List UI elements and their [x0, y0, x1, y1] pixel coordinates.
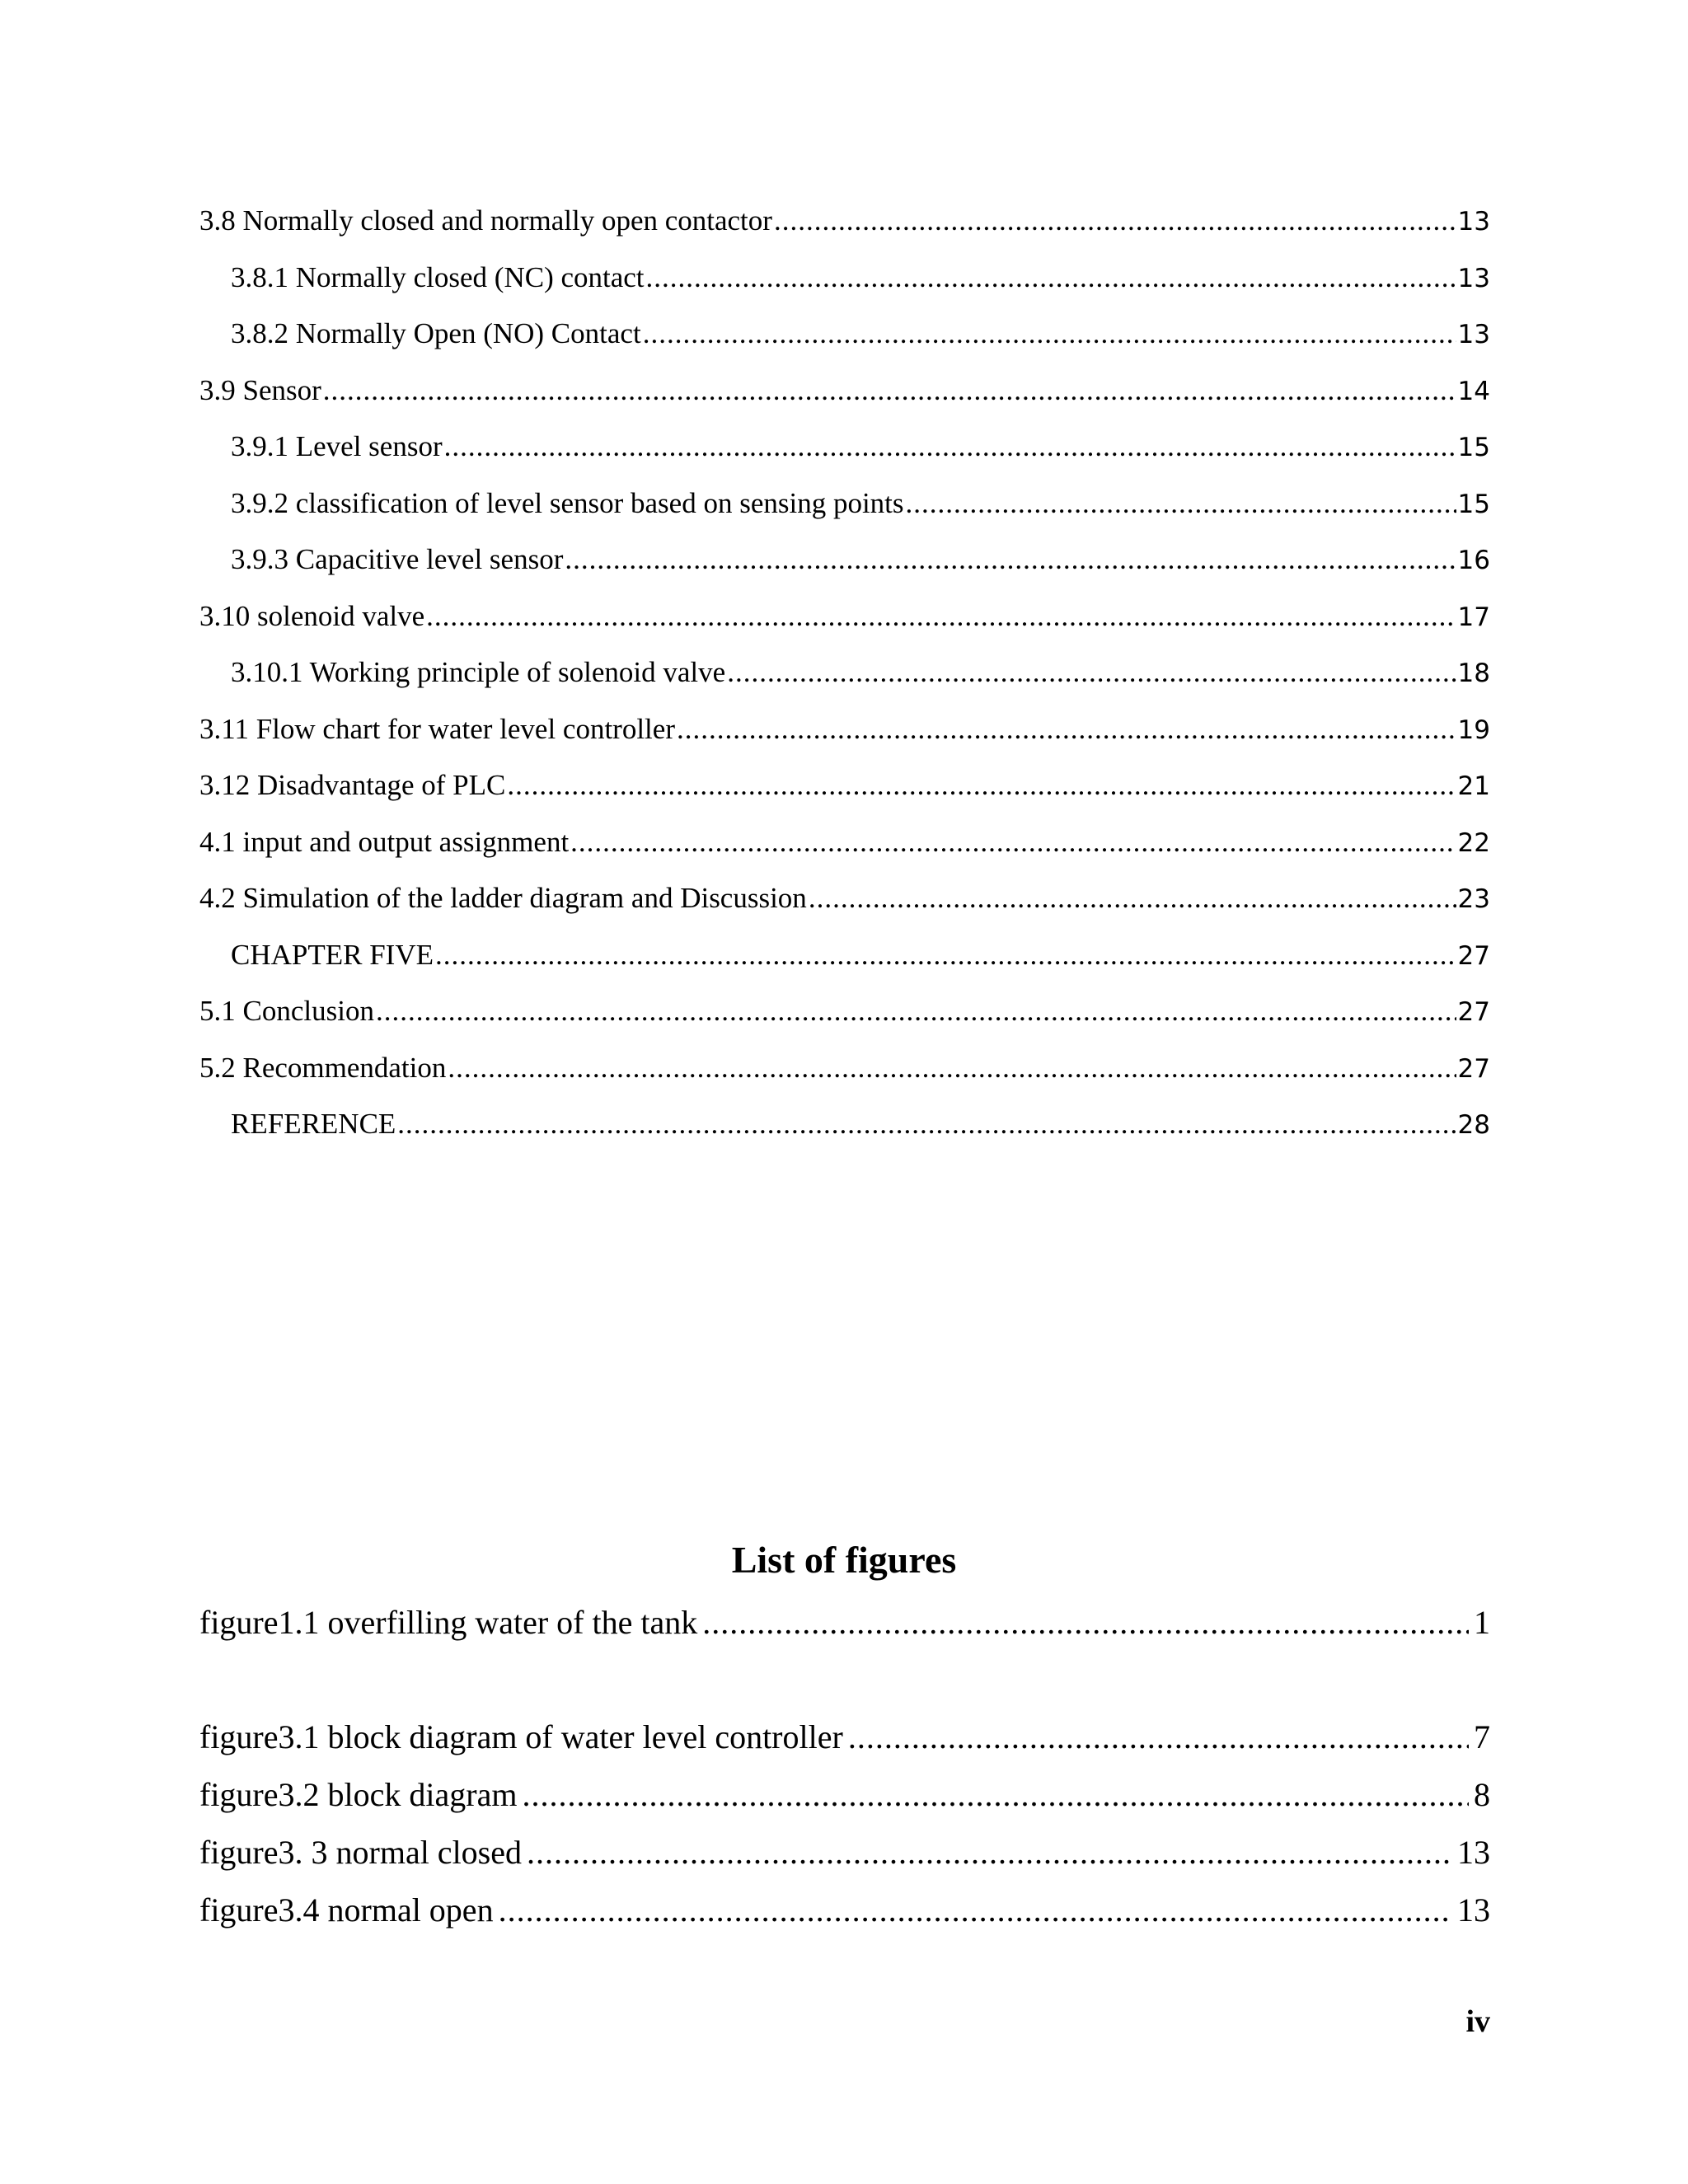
toc-entry-page: 23: [1457, 884, 1490, 914]
toc-entry[interactable]: [199, 1040, 1490, 1097]
toc-entry[interactable]: [199, 644, 1490, 701]
toc-entry-page: 28: [1457, 1110, 1490, 1140]
dot-leader: [809, 870, 1456, 927]
list-of-figures-heading: List of figures: [731, 1539, 957, 1581]
toc-entry-page: 18: [1457, 658, 1490, 688]
toc-entry-page: 21: [1457, 771, 1490, 801]
toc-entry-page: 22: [1457, 827, 1490, 858]
figure-entry-title: figure1.1 overfilling water of the tank: [199, 1604, 698, 1641]
figure-entry-title: figure3. 3 normal closed: [199, 1834, 522, 1871]
toc-entry[interactable]: [199, 419, 1490, 476]
dot-leader: [906, 476, 1456, 532]
toc-entry-page: 13: [1457, 207, 1490, 237]
toc-entry[interactable]: [199, 193, 1490, 250]
page-number: iv: [1465, 2004, 1490, 2039]
toc-entry-title: 4.1 input and output assignment: [199, 825, 570, 858]
dot-leader: [727, 644, 1456, 701]
toc-entry[interactable]: [199, 927, 1490, 984]
dot-leader: [774, 193, 1456, 250]
toc-entry-page: 13: [1457, 320, 1490, 349]
dot-leader: [444, 419, 1456, 476]
toc-entry-title: 3.8.1 Normally closed (NC) contact: [231, 260, 645, 293]
toc-entry-page: 15: [1457, 433, 1490, 462]
dot-leader: [435, 927, 1456, 984]
toc-entry[interactable]: [199, 983, 1490, 1040]
toc-entry-page: 27: [1457, 940, 1490, 971]
figure-entry[interactable]: [199, 1882, 1490, 1939]
toc-entry-page: 15: [1457, 489, 1490, 519]
toc-entry-page: 13: [1457, 263, 1490, 293]
dot-leader: [426, 588, 1456, 645]
dot-leader: [848, 1708, 1469, 1766]
toc-entry-title: 5.1 Conclusion: [199, 995, 374, 1027]
dot-leader: [677, 701, 1456, 758]
toc-entry[interactable]: [199, 476, 1490, 532]
figure-entry-page: 7: [1474, 1718, 1490, 1755]
toc-entry-title: 3.12 Disadvantage of PLC: [199, 769, 506, 801]
toc-entry-title: REFERENCE: [231, 1108, 396, 1140]
toc-entry[interactable]: [199, 306, 1490, 363]
dot-leader: [507, 757, 1456, 814]
toc-entry[interactable]: [199, 814, 1490, 871]
dot-leader: [522, 1766, 1469, 1824]
figure-entry-page: 8: [1474, 1776, 1490, 1813]
figure-entry-page: 13: [1457, 1891, 1490, 1929]
toc-entry[interactable]: [199, 363, 1490, 419]
toc-entry[interactable]: [199, 1096, 1490, 1153]
figure-entry-title: figure3.4 normal open: [199, 1891, 494, 1929]
toc-entry-page: 19: [1457, 715, 1490, 745]
dot-leader: [643, 306, 1456, 363]
toc-entry-title: 3.9.2 classification of level sensor based on sensing points: [231, 486, 904, 519]
figure-entry-page: 1: [1474, 1604, 1490, 1641]
dot-leader: [376, 983, 1456, 1040]
figure-entry[interactable]: [199, 1766, 1490, 1824]
toc-entry-title: CHAPTER FIVE: [231, 938, 434, 971]
figure-entry-page: 13: [1457, 1834, 1490, 1871]
dot-leader: [565, 532, 1456, 588]
figure-entry[interactable]: [199, 1824, 1490, 1882]
toc-entry-title: 3.9 Sensor: [199, 373, 321, 406]
dot-leader: [397, 1096, 1456, 1153]
toc-entry[interactable]: [199, 588, 1490, 645]
toc-entry[interactable]: [199, 701, 1490, 758]
toc-entry-title: 3.10 solenoid valve: [199, 599, 425, 632]
toc-entry-title: 4.2 Simulation of the ladder diagram and Discussion: [199, 882, 807, 914]
table-of-contents: [199, 193, 1490, 1153]
toc-entry-title: 3.9.1 Level sensor: [231, 430, 443, 462]
toc-entry-page: 27: [1457, 997, 1490, 1027]
toc-entry-title: 3.8 Normally closed and normally open contactor: [199, 204, 772, 237]
toc-entry-page: 17: [1457, 602, 1490, 632]
figure-entry-title: figure3.1 block diagram of water level controller: [199, 1718, 843, 1755]
dot-leader: [323, 363, 1456, 419]
toc-entry[interactable]: [199, 757, 1490, 814]
dot-leader: [702, 1594, 1469, 1652]
list-of-figures: [199, 1594, 1490, 1939]
figure-entry-title: figure3.2 block diagram: [199, 1776, 518, 1813]
toc-entry-title: 5.2 Recommendation: [199, 1051, 447, 1084]
toc-entry-title: 3.9.3 Capacitive level sensor: [231, 543, 564, 575]
dot-leader: [527, 1824, 1452, 1882]
toc-entry-title: 3.8.2 Normally Open (NO) Contact: [231, 317, 641, 349]
toc-entry-title: 3.11 Flow chart for water level controller: [199, 712, 675, 745]
toc-entry-page: 14: [1457, 376, 1490, 406]
toc-entry[interactable]: [199, 250, 1490, 307]
toc-entry-page: 27: [1457, 1053, 1490, 1084]
toc-entry[interactable]: [199, 532, 1490, 588]
dot-leader: [448, 1040, 1456, 1097]
figure-entry[interactable]: [199, 1594, 1490, 1652]
toc-entry[interactable]: [199, 870, 1490, 927]
toc-entry-title: 3.10.1 Working principle of solenoid valve: [231, 656, 726, 688]
dot-leader: [646, 250, 1456, 307]
figure-entry[interactable]: [199, 1708, 1490, 1766]
dot-leader: [499, 1882, 1452, 1939]
toc-entry-page: 16: [1457, 546, 1490, 575]
dot-leader: [570, 814, 1456, 871]
